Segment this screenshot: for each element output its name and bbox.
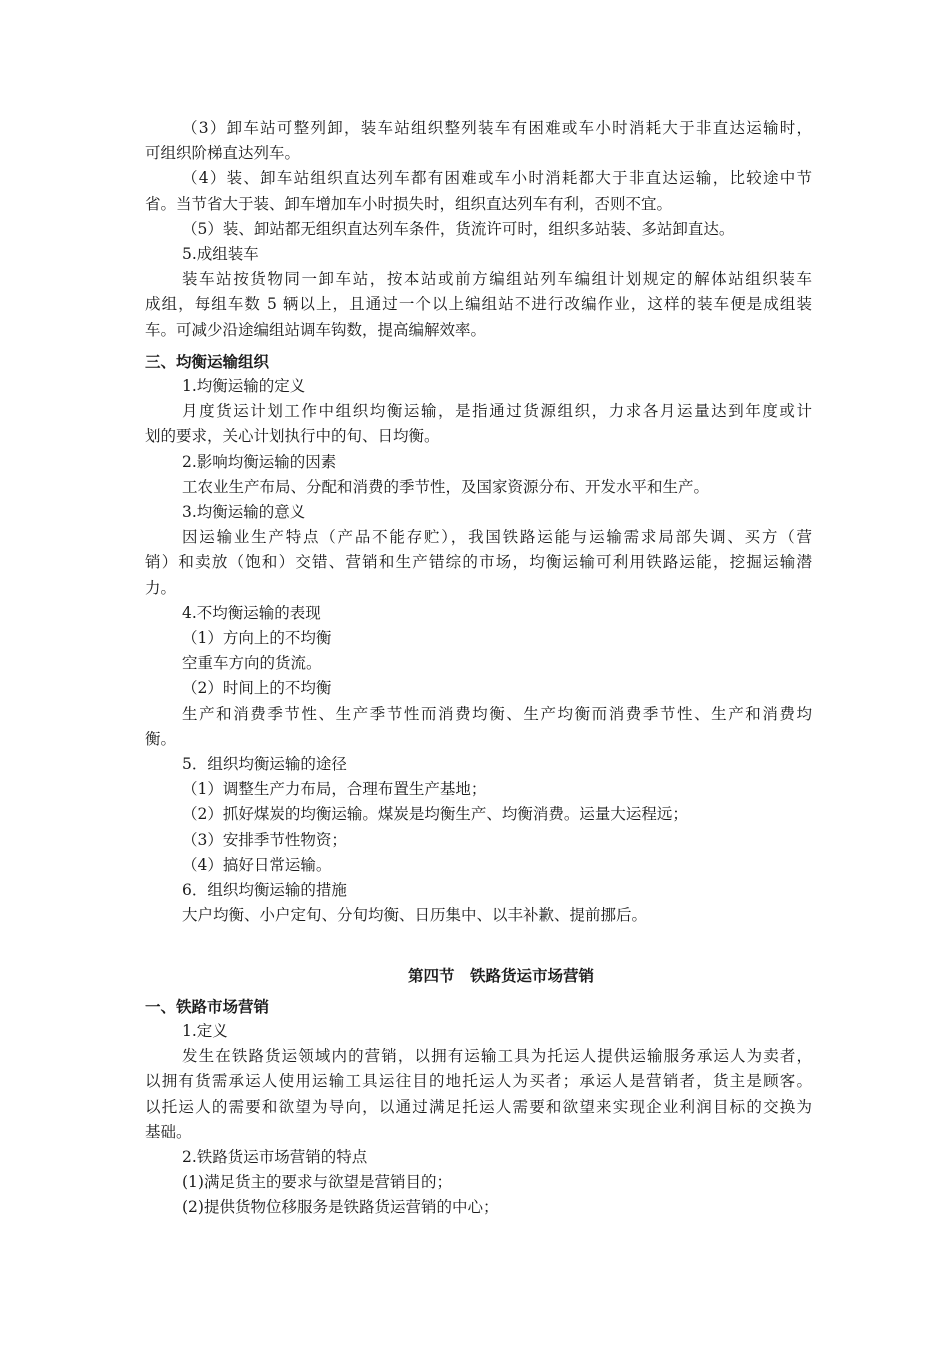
text-line: 2.铁路货运市场营销的特点 <box>182 1147 368 1166</box>
text-line: 2.影响均衡运输的因素 <box>182 452 337 471</box>
text-line: （5）装、卸站都无组织直达列车条件，货流许可时，组织多站装、多站卸直达。 <box>182 219 735 238</box>
text-line: 以拥有货需承运人使用运输工具运往目的地托运人为买者；承运人是营销者，货主是顾客。 <box>145 1072 812 1091</box>
text-line: (2)提供货物位移服务是铁路货运营销的中心； <box>182 1198 499 1217</box>
text-line: （2）时间上的不均衡 <box>182 679 332 698</box>
text-line: (1)满足货主的要求与欲望是营销目的； <box>182 1173 452 1192</box>
text-line: 发生在铁路货运领域内的营销，以拥有运输工具为托运人提供运输服务承运人为卖者， <box>182 1047 812 1066</box>
text-line: 6．组织均衡运输的措施 <box>182 881 347 900</box>
paragraph-block-direct-trains <box>145 116 812 343</box>
text-line: 以托运人的需要和欲望为导向，以通过满足托运人需要和欲望来实现企业利润目标的交换为 <box>145 1097 812 1116</box>
text-line: 省。当节省大于装、卸车增加车小时损失时，组织直达列车有利，否则不宜。 <box>145 194 673 213</box>
paragraph-block-balanced-transport <box>145 374 812 928</box>
heading-balanced-transport: 三、均衡运输组织 <box>145 351 270 371</box>
text-line: 3.均衡运输的意义 <box>182 503 306 522</box>
text-line: （4）搞好日常运输。 <box>182 855 332 874</box>
text-line: 销）和卖放（饱和）交错、营销和生产错综的市场，均衡运输可利用铁路运能，挖掘运输潜 <box>145 553 812 572</box>
text-line: 空重车方向的货流。 <box>182 654 322 673</box>
text-line: 月度货运计划工作中组织均衡运输，是指通过货源组织，力求各月运量达到年度或计 <box>182 402 812 421</box>
text-line: 基础。 <box>145 1122 192 1141</box>
text-line: 车。可减少沿途编组站调车钩数，提高编解效率。 <box>145 320 487 339</box>
text-line: 力。 <box>145 578 177 597</box>
text-line: 1.定义 <box>182 1021 228 1040</box>
text-line: 4.不均衡运输的表现 <box>182 603 321 622</box>
text-line: 1.均衡运输的定义 <box>182 377 306 396</box>
paragraph-block-marketing <box>145 1019 812 1221</box>
text-line: （3）卸车站可整列卸，装车站组织整列装车有困难或车小时消耗大于非直达运输时， <box>182 119 812 137</box>
text-line: 生产和消费季节性、生产季节性而消费均衡、生产均衡而消费季节性、生产和消费均 <box>182 704 812 723</box>
text-line: 成组，每组车数 5 辆以上，且通过一个以上编组站不进行改编作业，这样的装车便是成组装 <box>145 295 812 314</box>
section-title: 第四节 铁路货运市场营销 <box>407 965 594 985</box>
text-line: 5．组织均衡运输的途径 <box>182 755 347 774</box>
text-line: 划的要求，关心计划执行中的旬、日均衡。 <box>145 427 440 446</box>
text-line: （4）装、卸车站组织直达列车都有困难或车小时消耗都大于非直达运输，比较途中节 <box>182 169 812 188</box>
text-line: 大户均衡、小户定旬、分旬均衡、日历集中、以丰补歉、提前挪后。 <box>182 906 648 925</box>
text-line: 因运输业生产特点（产品不能存贮），我国铁路运能与运输需求局部失调、买方（营 <box>182 528 812 547</box>
text-line: （1）调整生产力布局，合理布置生产基地； <box>182 780 487 799</box>
text-line: 可组织阶梯直达列车。 <box>145 144 301 163</box>
text-line: （1）方向上的不均衡 <box>182 629 332 648</box>
text-line: （3）安排季节性物资； <box>182 830 347 849</box>
text-line: 工农业生产布局、分配和消费的季节性，及国家资源分布、开发水平和生产。 <box>182 477 710 496</box>
text-line: 装车站按货物同一卸车站，按本站或前方编组站列车编组计划规定的解体站组织装车 <box>182 270 812 289</box>
text-line: （2）抓好煤炭的均衡运输。煤炭是均衡生产、均衡消费。运量大运程远； <box>182 805 688 824</box>
text-line: 5.成组装车 <box>182 245 259 264</box>
heading-railway-marketing: 一、铁路市场营销 <box>145 996 270 1016</box>
text-line: 衡。 <box>145 729 177 748</box>
